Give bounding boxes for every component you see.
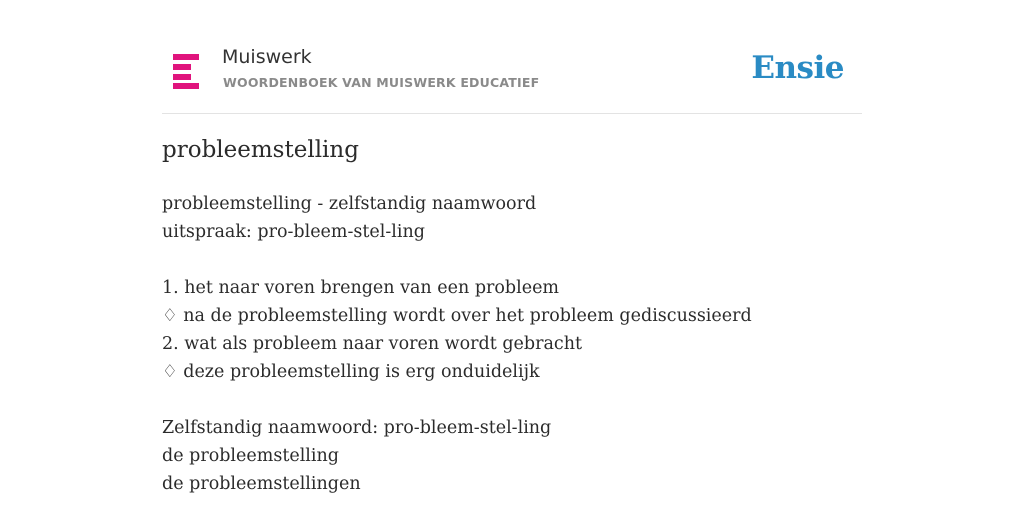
entry-line-definition-2: 2. wat als probleem naar voren wordt gebracht [162,334,582,354]
entry-line-singular: de probleemstelling [162,446,339,466]
entry-line-word-type: probleemstelling - zelfstandig naamwoord [162,194,537,214]
entry-line-example-1: ♢ na de probleemstelling wordt over het probleem gediscussieerd [162,306,752,326]
entry-spacer [162,246,862,274]
ensie-logo[interactable]: Ensie [751,50,844,86]
site-header [162,40,862,114]
definition-body [162,190,862,498]
entry-spacer [162,386,862,414]
brand-subtitle: WOORDENBOEK VAN MUISWERK EDUCATIEF [223,75,540,90]
brand-name[interactable]: Muiswerk [222,46,312,68]
entry-line-plural: de probleemstellingen [162,474,361,494]
entry-line-noun-syllables: Zelfstandig naamwoord: pro-bleem-stel-ling [162,418,552,438]
muiswerk-logo-icon[interactable] [173,54,199,89]
entry-line-pronunciation: uitspraak: pro-bleem-stel-ling [162,222,425,242]
page-title: probleemstelling [162,137,359,163]
entry-line-example-2: ♢ deze probleemstelling is erg onduidelijk [162,362,540,382]
entry-line-definition-1: 1. het naar voren brengen van een probleem [162,278,560,298]
